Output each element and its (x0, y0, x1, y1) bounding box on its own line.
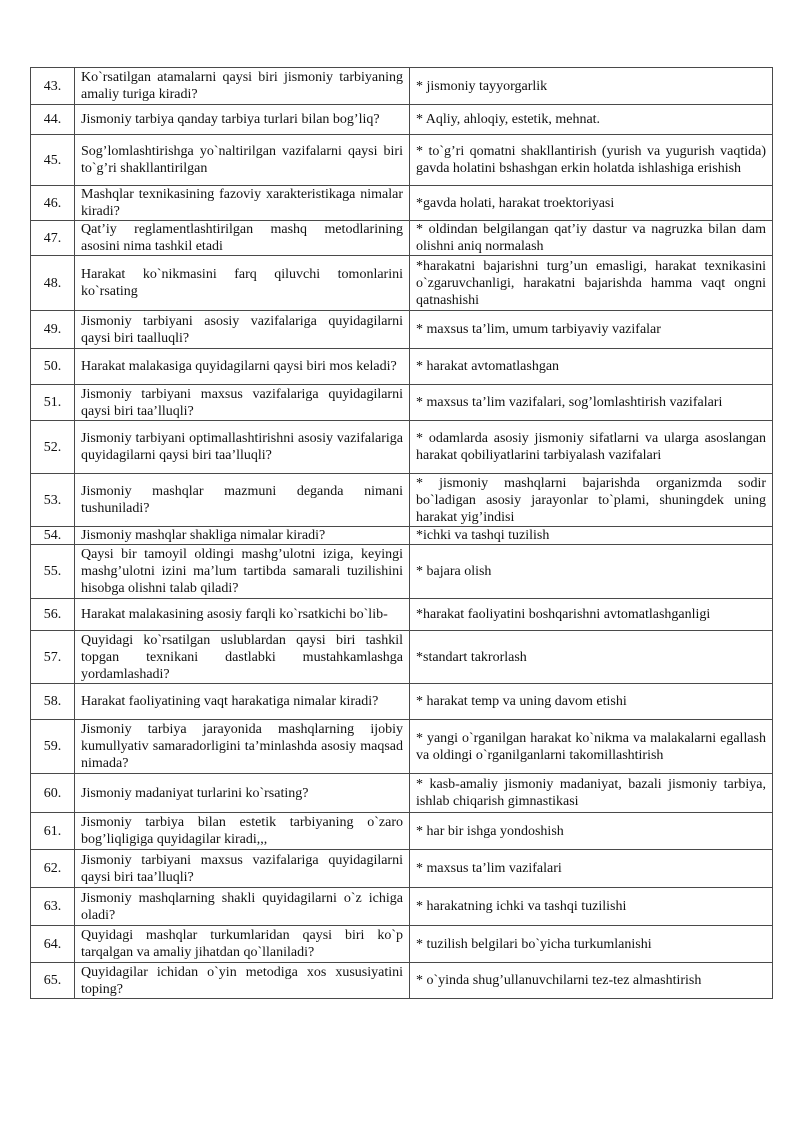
question-text: Jismoniy tarbiyani maxsus vazifalariga quyidagilarni qaysi biri taa’lluqli? (75, 385, 410, 421)
question-number: 49. (31, 311, 75, 349)
question-number: 47. (31, 221, 75, 256)
table-row (31, 256, 773, 311)
question-text: Harakat malakasining asosiy farqli ko`rsatkichi bo`lib- (75, 599, 410, 631)
table-row (31, 545, 773, 599)
answer-text: * jismoniy mashqlarni bajarishda organizmda sodir bo`ladigan asosiy jarayonlar to`plami, shuningdek uning harakat yig’indisi (410, 474, 773, 527)
document-page (30, 67, 773, 999)
question-text: Harakat malakasiga quyidagilarni qaysi biri mos keladi? (75, 349, 410, 385)
answer-text: * Aqliy, ahloqiy, estetik, mehnat. (410, 105, 773, 135)
question-number: 50. (31, 349, 75, 385)
question-text: Jismoniy tarbiya bilan estetik tarbiyaning o`zaro bog’liqligiga quyidagilar kiradi,,, (75, 813, 410, 850)
table-row (31, 963, 773, 999)
question-answer-table (30, 67, 773, 999)
question-text: Qaysi bir tamoyil oldingi mashg’ulotni iziga, keyingi mashg’ulotni izini ma’lum tartibda samarali tuzilishini hisobga olishni talab qiladi? (75, 545, 410, 599)
question-number: 54. (31, 527, 75, 545)
question-number: 57. (31, 631, 75, 684)
table-row (31, 599, 773, 631)
answer-text: * harakat temp va uning davom etishi (410, 684, 773, 720)
table-row (31, 349, 773, 385)
question-text: Harakat ko`nikmasini farq qiluvchi tomonlarini ko`rsating (75, 256, 410, 311)
table-row (31, 813, 773, 850)
answer-text: * maxsus ta’lim, umum tarbiyaviy vazifalar (410, 311, 773, 349)
question-number: 53. (31, 474, 75, 527)
table-row (31, 105, 773, 135)
answer-text: *harakatni bajarishni turg’un emasligi, harakat texnikasini o`zgaruvchanligi, harakatni bajarishda hamma vaqt ongni qatnashishi (410, 256, 773, 311)
table-row (31, 68, 773, 105)
question-number: 63. (31, 888, 75, 926)
question-number: 44. (31, 105, 75, 135)
question-text: Jismoniy tarbiya jarayonida mashqlarning ijobiy kumullyativ samaradorligini ta’minlashda asosiy maqsad nimada? (75, 720, 410, 774)
answer-text: * maxsus ta’lim vazifalari, sog’lomlashtirish vazifalari (410, 385, 773, 421)
table-row (31, 421, 773, 474)
table-row (31, 186, 773, 221)
table-row (31, 631, 773, 684)
question-number: 43. (31, 68, 75, 105)
question-number: 62. (31, 850, 75, 888)
table-row (31, 311, 773, 349)
answer-text: *standart takrorlash (410, 631, 773, 684)
answer-text: * har bir ishga yondoshish (410, 813, 773, 850)
answer-text: * odamlarda asosiy jismoniy sifatlarni va ularga asoslangan harakat qobiliyatlarini tarbiyalash vazifalari (410, 421, 773, 474)
table-row (31, 385, 773, 421)
table-row (31, 135, 773, 186)
question-text: Sog’lomlashtirishga yo`naltirilgan vazifalarni qaysi biri to`g’ri shakllantirilgan (75, 135, 410, 186)
question-text: Mashqlar texnikasining fazoviy xarakteristikaga nimalar kiradi? (75, 186, 410, 221)
table-row (31, 888, 773, 926)
answer-text: * to`g’ri qomatni shakllantirish (yurish va yugurish vaqtida) gavda holatini bshashgan erkin holatda ishlashiga erishish (410, 135, 773, 186)
question-text: Jismoniy tarbiyani asosiy vazifalariga quyidagilarni qaysi biri taalluqli? (75, 311, 410, 349)
question-text: Quyidagilar ichidan o`yin metodiga xos xususiyatini toping? (75, 963, 410, 999)
answer-text: *harakat faoliyatini boshqarishni avtomatlashganligi (410, 599, 773, 631)
question-text: Jismoniy mashqlarning shakli quyidagilarni o`z ichiga oladi? (75, 888, 410, 926)
answer-text: * harakatning ichki va tashqi tuzilishi (410, 888, 773, 926)
question-number: 46. (31, 186, 75, 221)
table-row (31, 221, 773, 256)
table-row (31, 527, 773, 545)
question-number: 45. (31, 135, 75, 186)
question-text: Jismoniy mashqlar shakliga nimalar kiradi? (75, 527, 410, 545)
answer-text: * harakat avtomatlashgan (410, 349, 773, 385)
answer-text: * tuzilish belgilari bo`yicha turkumlanishi (410, 926, 773, 963)
question-text: Harakat faoliyatining vaqt harakatiga nimalar kiradi? (75, 684, 410, 720)
question-text: Jismoniy tarbiyani maxsus vazifalariga quyidagilarni qaysi biri taa’lluqli? (75, 850, 410, 888)
table-row (31, 926, 773, 963)
answer-text: * yangi o`rganilgan harakat ko`nikma va malakalarni egallash va oldingi o`rganilganlarni takomillashtirish (410, 720, 773, 774)
question-text: Ko`rsatilgan atamalarni qaysi biri jismoniy tarbiyaning amaliy turiga kiradi? (75, 68, 410, 105)
answer-text: * jismoniy tayyorgarlik (410, 68, 773, 105)
question-number: 56. (31, 599, 75, 631)
answer-text: * o`yinda shug’ullanuvchilarni tez-tez almashtirish (410, 963, 773, 999)
question-number: 59. (31, 720, 75, 774)
answer-text: * maxsus ta’lim vazifalari (410, 850, 773, 888)
question-number: 48. (31, 256, 75, 311)
question-number: 61. (31, 813, 75, 850)
question-number: 58. (31, 684, 75, 720)
question-text: Jismoniy tarbiyani optimallashtirishni asosiy vazifalariga quyidagilarni qaysi biri taa’lluqli? (75, 421, 410, 474)
answer-text: * kasb-amaliy jismoniy madaniyat, bazali jismoniy tarbiya, ishlab chiqarish gimnastikasi (410, 774, 773, 813)
question-text: Jismoniy madaniyat turlarini ko`rsating? (75, 774, 410, 813)
question-number: 52. (31, 421, 75, 474)
table-row (31, 720, 773, 774)
answer-text: *gavda holati, harakat troektoriyasi (410, 186, 773, 221)
table-row (31, 774, 773, 813)
table-body (31, 68, 773, 999)
answer-text: *ichki va tashqi tuzilish (410, 527, 773, 545)
question-number: 64. (31, 926, 75, 963)
question-number: 65. (31, 963, 75, 999)
question-text: Qat’iy reglamentlashtirilgan mashq metodlarining asosini nima tashkil etadi (75, 221, 410, 256)
question-text: Quyidagi ko`rsatilgan uslublardan qaysi biri tashkil topgan texnikani dastlabki mustahkamlashga yordamlashadi? (75, 631, 410, 684)
question-text: Quyidagi mashqlar turkumlaridan qaysi biri ko`p tarqalgan va amaliy jihatdan qo`llaniladi? (75, 926, 410, 963)
question-text: Jismoniy tarbiya qanday tarbiya turlari bilan bog’liq? (75, 105, 410, 135)
answer-text: * bajara olish (410, 545, 773, 599)
answer-text: * oldindan belgilangan qat’iy dastur va nagruzka bilan dam olishni aniq normalash (410, 221, 773, 256)
question-number: 55. (31, 545, 75, 599)
question-text: Jismoniy mashqlar mazmuni deganda nimani tushuniladi? (75, 474, 410, 527)
table-row (31, 684, 773, 720)
table-row (31, 474, 773, 527)
question-number: 51. (31, 385, 75, 421)
question-number: 60. (31, 774, 75, 813)
table-row (31, 850, 773, 888)
